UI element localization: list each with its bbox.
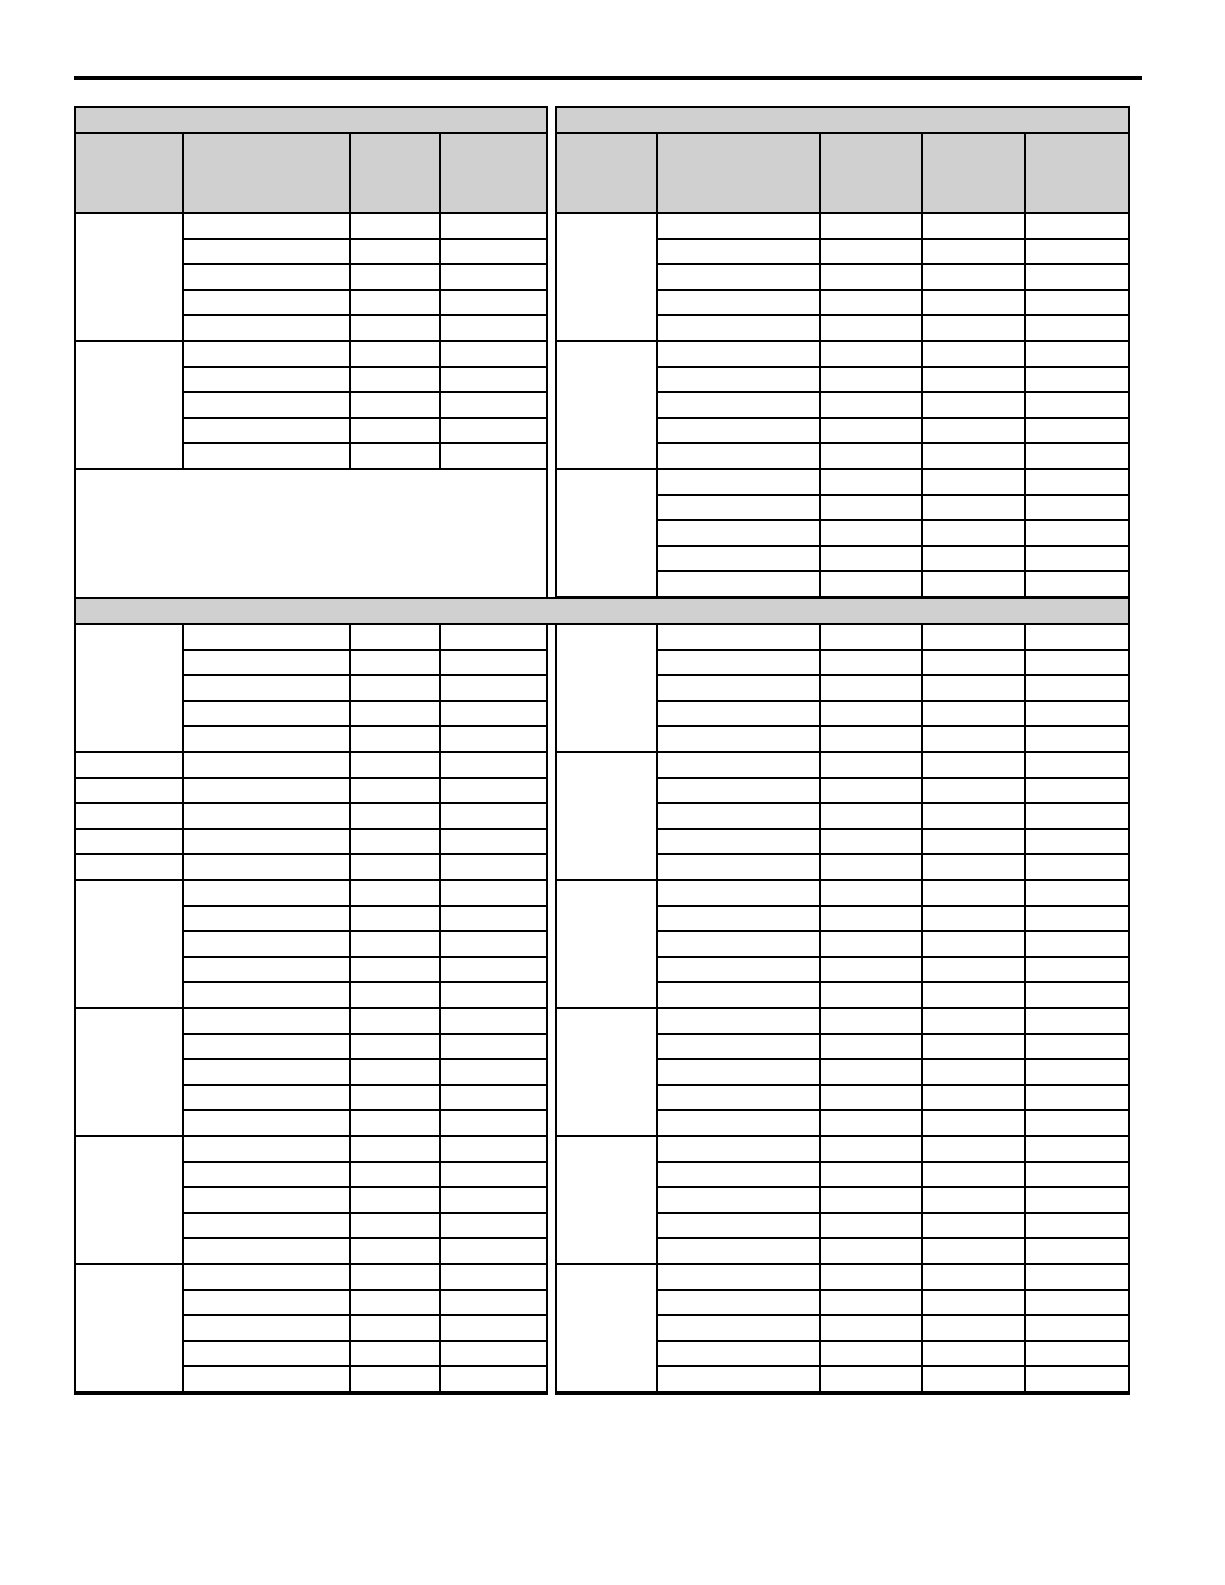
right-col-sep-2 bbox=[921, 132, 923, 597]
right-col-sep-1 bbox=[819, 132, 821, 597]
lower-right-row-rule bbox=[656, 777, 1128, 779]
lower-right-row-rule bbox=[656, 1084, 1128, 1086]
left-row-rule bbox=[182, 391, 546, 393]
right-row-rule bbox=[656, 417, 1128, 419]
lower-left-row-rule bbox=[182, 1109, 546, 1111]
lower-left-group-rule bbox=[74, 1007, 546, 1009]
lower-left-row-rule bbox=[182, 1340, 546, 1342]
lower-right-row-rule bbox=[656, 1109, 1128, 1111]
lower-left-row-rule bbox=[182, 1314, 546, 1316]
right-row-rule bbox=[656, 442, 1128, 444]
right-col-sep-0 bbox=[656, 132, 658, 597]
top-rule bbox=[74, 76, 1142, 80]
lower-left-row-rule bbox=[182, 1033, 546, 1035]
right-row-rule bbox=[656, 263, 1128, 265]
lower-left-single-rule bbox=[74, 777, 546, 779]
right-group-rule bbox=[555, 340, 1128, 342]
left-row-rule bbox=[182, 314, 546, 316]
left-row-rule bbox=[182, 263, 546, 265]
lower-right-row-rule bbox=[656, 1058, 1128, 1060]
right-row-rule bbox=[656, 366, 1128, 368]
left-title-band bbox=[74, 106, 546, 132]
lower-title-bottom-rule bbox=[74, 623, 1130, 625]
lower-left-single-rule bbox=[74, 828, 546, 830]
lower-right-group-rule bbox=[555, 751, 1128, 753]
lower-left-group-rule bbox=[74, 1135, 546, 1137]
left-row-rule bbox=[182, 417, 546, 419]
lower-left-row-rule bbox=[182, 700, 546, 702]
lower-right-row-rule bbox=[656, 930, 1128, 932]
left-row-rule bbox=[182, 238, 546, 240]
lower-left-row-rule bbox=[182, 905, 546, 907]
right-col-sep-3 bbox=[1024, 132, 1026, 597]
lower-right-row-rule bbox=[656, 1340, 1128, 1342]
lower-left-group-rule bbox=[74, 1263, 546, 1265]
lower-right-row-rule bbox=[656, 700, 1128, 702]
lower-left-single-rule bbox=[74, 802, 546, 804]
lower-right-row-rule bbox=[656, 649, 1128, 651]
right-row-rule bbox=[656, 545, 1128, 547]
lower-left-row-rule bbox=[182, 1084, 546, 1086]
right-row-rule bbox=[656, 238, 1128, 240]
lower-right-row-rule bbox=[656, 956, 1128, 958]
left-group-rule bbox=[74, 340, 546, 342]
right-left-border bbox=[555, 106, 557, 597]
left-right-border bbox=[546, 106, 548, 597]
lower-left-row-rule bbox=[182, 956, 546, 958]
lower-right-row-rule bbox=[656, 1212, 1128, 1214]
lower-right-row-rule bbox=[656, 1237, 1128, 1239]
lower-left-row-rule bbox=[182, 1365, 546, 1367]
lower-right-row-rule bbox=[656, 802, 1128, 804]
right-title-band bbox=[555, 106, 1128, 132]
lower-right-row-rule bbox=[656, 1186, 1128, 1188]
lower-right-row-rule bbox=[656, 1289, 1128, 1291]
right-bottom-border bbox=[555, 1393, 1130, 1395]
right-group-rule bbox=[555, 468, 1128, 470]
right-row-rule bbox=[656, 314, 1128, 316]
lower-right-group-rule bbox=[555, 1135, 1128, 1137]
left-title-rule bbox=[74, 132, 548, 134]
lower-right-row-rule bbox=[656, 1365, 1128, 1367]
right-row-rule bbox=[656, 391, 1128, 393]
left-row-rule bbox=[182, 289, 546, 291]
right-top-border bbox=[555, 106, 1130, 108]
right-column-header-band bbox=[555, 132, 1128, 212]
lower-left-row-rule bbox=[182, 725, 546, 727]
lower-left-group-rule bbox=[74, 751, 546, 753]
lower-right-group-rule bbox=[555, 1007, 1128, 1009]
lower-title-band bbox=[74, 597, 1128, 623]
lower-right-row-rule bbox=[656, 828, 1128, 830]
lower-right-row-rule bbox=[656, 1314, 1128, 1316]
right-row-rule bbox=[656, 289, 1128, 291]
left-header-rule bbox=[74, 212, 548, 214]
lower-right-row-rule bbox=[656, 905, 1128, 907]
lower-left-single-rule bbox=[74, 853, 546, 855]
right-row-rule bbox=[656, 570, 1128, 572]
lower-left-row-rule bbox=[182, 981, 546, 983]
lower-left-row-rule bbox=[182, 649, 546, 651]
left-bottom-border bbox=[74, 1393, 548, 1395]
lower-left-right-border bbox=[546, 623, 548, 1393]
lower-title-top-rule bbox=[74, 597, 1130, 599]
outer-right-border bbox=[1128, 106, 1130, 1395]
lower-left-row-rule bbox=[182, 1186, 546, 1188]
lower-left-row-rule bbox=[182, 1161, 546, 1163]
lower-right-group-rule bbox=[555, 1263, 1128, 1265]
lower-right-row-rule bbox=[656, 674, 1128, 676]
right-row-rule bbox=[656, 519, 1128, 521]
lower-right-row-rule bbox=[656, 853, 1128, 855]
lower-left-row-rule bbox=[182, 930, 546, 932]
lower-right-row-rule bbox=[656, 981, 1128, 983]
lower-right-row-rule bbox=[656, 1161, 1128, 1163]
lower-left-row-rule bbox=[182, 1289, 546, 1291]
left-group-rule bbox=[74, 468, 546, 470]
lower-right-group-rule bbox=[555, 879, 1128, 881]
lower-right-row-rule bbox=[656, 725, 1128, 727]
left-top-border bbox=[74, 106, 548, 108]
left-row-rule bbox=[182, 366, 546, 368]
right-header-rule bbox=[555, 212, 1130, 214]
lower-left-single-rule bbox=[74, 879, 546, 881]
left-column-header-band bbox=[74, 132, 546, 212]
lower-left-row-rule bbox=[182, 1212, 546, 1214]
right-title-rule bbox=[555, 132, 1130, 134]
lower-right-row-rule bbox=[656, 1033, 1128, 1035]
lower-left-row-rule bbox=[182, 1058, 546, 1060]
lower-left-row-rule bbox=[182, 674, 546, 676]
lower-left-row-rule bbox=[182, 1237, 546, 1239]
left-row-rule bbox=[182, 442, 546, 444]
right-row-rule bbox=[656, 494, 1128, 496]
